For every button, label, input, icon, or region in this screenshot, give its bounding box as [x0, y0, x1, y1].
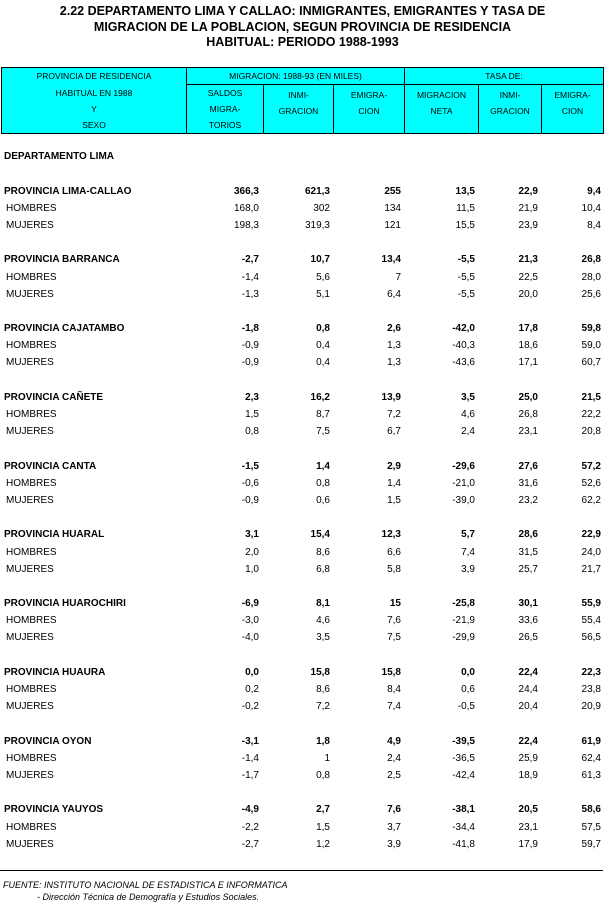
cell-col-4: -39,5	[452, 735, 475, 747]
cell-col-1: 198,3	[233, 219, 259, 231]
cell-col-2: 6,8	[316, 563, 330, 575]
cell-col-5: 22,9	[518, 185, 538, 197]
cell-col-5: 25,7	[518, 563, 538, 575]
cell-col-1: -1,8	[241, 323, 259, 335]
cell-col-4: -36,5	[452, 752, 475, 764]
cell-col-2: 3,5	[316, 632, 330, 644]
footer	[3, 879, 288, 903]
cell-col-2: 302	[313, 202, 330, 214]
title-line-3: HABITUAL: PERIODO 1988-1993	[206, 35, 399, 49]
hombres-row	[1, 200, 603, 217]
row-label: PROVINCIA YAUYOS	[4, 804, 104, 816]
cell-col-2: 8,6	[316, 684, 330, 695]
cell-col-4: -43,6	[452, 357, 475, 369]
province-row	[1, 251, 603, 268]
row-label: MUJERES	[6, 219, 54, 231]
header-prov-line-2: HABITUAL EN 1988	[55, 87, 133, 98]
cell-col-6: 22,3	[581, 666, 601, 678]
row-label: HOMBRES	[6, 546, 57, 558]
row-label: MUJERES	[6, 494, 54, 506]
header-saldos-l2: MIGRA-	[209, 104, 241, 114]
cell-col-4: 11,5	[456, 202, 475, 214]
cell-col-5: 17,1	[518, 357, 538, 369]
cell-col-5: 20,0	[518, 288, 538, 300]
mujeres-row	[1, 561, 603, 578]
cell-col-3: 6,4	[387, 288, 401, 300]
row-label: PROVINCIA CAJATAMBO	[4, 323, 125, 335]
cell-col-1: 2,0	[245, 546, 259, 558]
row-spacer	[1, 372, 603, 389]
cell-col-1: 2,3	[245, 391, 259, 403]
cell-col-5: 26,5	[518, 632, 538, 644]
header-tasa-emigracion-l1: EMIGRA-	[554, 90, 591, 100]
province-row	[1, 320, 603, 337]
header-inmigracion-l1: INMI-	[288, 90, 309, 100]
header-tasa-inmigracion-l1: INMI-	[499, 90, 521, 100]
cell-col-6: 23,8	[581, 684, 601, 695]
cell-col-6: 59,7	[581, 838, 601, 850]
cell-col-4: -42,4	[452, 769, 475, 781]
hombres-row	[1, 681, 603, 698]
header-tasa-emigracion	[542, 85, 604, 134]
row-label: HOMBRES	[6, 271, 57, 283]
cell-col-5: 17,9	[518, 838, 538, 850]
row-label: PROVINCIA HUAROCHIRI	[4, 598, 126, 610]
row-spacer	[1, 509, 603, 526]
cell-col-4: -39,0	[452, 494, 475, 506]
province-row	[1, 183, 603, 200]
cell-col-4: 2,4	[461, 426, 475, 438]
cell-col-1: -6,9	[241, 598, 259, 610]
cell-col-6: 56,5	[581, 632, 601, 644]
footer-source: FUENTE: INSTITUTO NACIONAL DE ESTADISTICA E INFORMATICA	[3, 880, 288, 890]
cell-col-5: 31,5	[518, 546, 538, 558]
row-spacer	[1, 784, 603, 801]
cell-col-2: 0,8	[316, 323, 330, 335]
cell-col-6: 25,6	[581, 288, 601, 300]
header-emigracion	[334, 85, 405, 134]
cell-col-5: 18,6	[518, 340, 538, 352]
cell-col-1: 168,0	[233, 202, 259, 214]
cell-col-1: -2,2	[241, 821, 259, 833]
header-emigracion-l2: CION	[358, 106, 380, 116]
header-emigracion-l1: EMIGRA-	[350, 90, 388, 100]
cell-col-4: -29,9	[452, 632, 475, 644]
province-row	[1, 733, 603, 750]
cell-col-4: -41,8	[452, 838, 475, 850]
row-label: PROVINCIA HUAURA	[4, 666, 106, 678]
mujeres-row	[1, 286, 603, 303]
row-label: PROVINCIA LIMA-CALLAO	[4, 185, 132, 197]
cell-col-5: 23,1	[518, 821, 538, 833]
cell-col-6: 21,5	[581, 391, 601, 403]
title-line-2: MIGRACION DE LA POBLACION, SEGUN PROVINCIA DE RESIDENCIA	[93, 19, 512, 34]
cell-col-6: 22,2	[581, 409, 601, 420]
cell-col-6: 62,2	[581, 494, 601, 506]
cell-col-6: 59,8	[581, 323, 601, 335]
cell-col-1: -0,9	[241, 340, 259, 352]
cell-col-3: 8,4	[387, 684, 401, 695]
row-label: MUJERES	[6, 769, 54, 781]
cell-col-6: 10,4	[581, 202, 601, 214]
table-header	[1, 67, 604, 134]
header-tasa-emigracion-l2: CION	[561, 106, 584, 116]
cell-col-2: 0,6	[316, 494, 330, 506]
cell-col-2: 621,3	[304, 185, 330, 197]
cell-col-1: -4,9	[241, 804, 259, 816]
cell-col-6: 61,9	[581, 735, 601, 747]
cell-col-6: 21,7	[581, 563, 601, 575]
hombres-row	[1, 750, 603, 767]
cell-col-3: 2,9	[387, 460, 401, 472]
header-saldos-l3: TORIOS	[208, 120, 242, 130]
cell-col-1: 0,2	[245, 684, 259, 695]
cell-col-4: -25,8	[452, 598, 475, 610]
cell-col-3: 7,6	[387, 804, 401, 816]
mujeres-row	[1, 354, 603, 371]
cell-col-4: 13,5	[455, 185, 475, 197]
header-inmigracion	[264, 85, 334, 134]
header-inmigracion-l2: GRACION	[278, 106, 319, 116]
header-prov-line-1: PROVINCIA DE RESIDENCIA	[2, 68, 187, 85]
cell-col-5: 20,4	[518, 701, 538, 713]
cell-col-1: -1,4	[241, 752, 259, 764]
cell-col-2: 15,8	[310, 666, 330, 678]
cell-col-3: 2,5	[387, 769, 401, 781]
row-label: HOMBRES	[6, 340, 57, 352]
cell-col-3: 5,8	[387, 563, 401, 575]
header-migracion-neta-l1: MIGRACION	[416, 90, 467, 100]
cell-col-6: 26,8	[581, 254, 601, 266]
cell-col-2: 4,6	[316, 615, 330, 627]
cell-col-3: 13,9	[381, 391, 401, 403]
cell-col-2: 5,6	[316, 271, 330, 283]
cell-col-1: -4,0	[241, 632, 259, 644]
header-saldos	[187, 85, 264, 134]
cell-col-1: -0,9	[241, 357, 259, 369]
cell-col-5: 30,1	[518, 598, 538, 610]
cell-col-2: 8,1	[316, 598, 330, 610]
mujeres-row	[1, 492, 603, 509]
mujeres-row	[1, 629, 603, 646]
header-group-migracion: MIGRACION: 1988-93 (EN MILES)	[187, 68, 405, 85]
header-prov-line-3: Y	[91, 103, 97, 114]
cell-col-2: 0,4	[316, 357, 330, 369]
cell-col-4: 4,6	[461, 409, 475, 420]
row-label: HOMBRES	[6, 615, 57, 627]
row-label: PROVINCIA CAÑETE	[4, 391, 104, 403]
row-label: HOMBRES	[6, 752, 57, 764]
cell-col-6: 55,4	[581, 615, 601, 627]
cell-col-3: 15,8	[381, 666, 401, 678]
cell-col-4: 7,4	[461, 546, 475, 558]
row-spacer	[1, 303, 603, 320]
hombres-row	[1, 612, 603, 629]
cell-col-1: 3,1	[245, 529, 259, 541]
cell-col-4: 3,9	[461, 563, 475, 575]
cell-col-4: 5,7	[461, 529, 475, 541]
province-row	[1, 664, 603, 681]
cell-col-1: -2,7	[241, 838, 259, 850]
cell-col-3: 255	[384, 185, 401, 197]
row-label: PROVINCIA CANTA	[4, 460, 97, 472]
row-label: MUJERES	[6, 426, 54, 438]
header-prov-line-4: SEXO	[82, 119, 106, 130]
row-label: HOMBRES	[6, 821, 57, 833]
header-tasa-inmigracion-l2: GRACION	[490, 106, 530, 116]
cell-col-1: 1,0	[245, 563, 259, 575]
cell-col-2: 5,1	[316, 288, 330, 300]
header-group-tasa: TASA DE:	[405, 68, 604, 85]
cell-col-3: 7,5	[387, 632, 401, 644]
province-row	[1, 389, 603, 406]
cell-col-3: 2,4	[387, 752, 401, 764]
row-label: HOMBRES	[6, 477, 57, 489]
hombres-row	[1, 406, 603, 423]
mujeres-row	[1, 698, 603, 715]
province-rows	[1, 183, 603, 853]
cell-col-2: 7,2	[316, 701, 330, 713]
cell-col-1: 1,5	[245, 409, 259, 420]
cell-col-4: -38,1	[452, 804, 475, 816]
cell-col-2: 8,6	[316, 546, 330, 558]
row-label: MUJERES	[6, 563, 54, 575]
row-label: MUJERES	[6, 701, 54, 713]
cell-col-5: 18,9	[518, 769, 538, 781]
title-line-1: 2.22 DEPARTAMENTO LIMA Y CALLAO: INMIGRANTES, EMIGRANTES Y TASA DE	[59, 4, 546, 18]
cell-col-5: 22,4	[518, 666, 538, 678]
row-label: MUJERES	[6, 357, 54, 369]
cell-col-3: 1,3	[387, 357, 401, 369]
cell-col-5: 20,5	[518, 804, 538, 816]
cell-col-2: 16,2	[310, 391, 330, 403]
header-saldos-l1: SALDOS	[207, 88, 243, 98]
header-prov-col	[2, 85, 187, 134]
row-label: MUJERES	[6, 632, 54, 644]
cell-col-3: 12,3	[381, 529, 401, 541]
cell-col-1: 0,0	[245, 666, 259, 678]
cell-col-4: -5,5	[457, 254, 475, 266]
cell-col-4: -5,5	[457, 288, 475, 300]
cell-col-2: 10,7	[310, 254, 330, 266]
cell-col-3: 7,4	[387, 701, 401, 713]
department-label: DEPARTAMENTO LIMA	[4, 151, 114, 163]
cell-col-2: 7,5	[316, 426, 330, 438]
cell-col-3: 3,7	[387, 821, 401, 833]
header-migracion-neta	[405, 85, 479, 134]
cell-col-4: 0,6	[461, 684, 475, 695]
row-label: PROVINCIA BARRANCA	[4, 254, 120, 266]
cell-col-1: 366,3	[233, 185, 259, 197]
row-spacer	[1, 234, 603, 251]
mujeres-row	[1, 217, 603, 234]
cell-col-4: -21,0	[452, 477, 475, 489]
cell-col-3: 7,6	[387, 615, 401, 627]
cell-col-6: 60,7	[581, 357, 601, 369]
hombres-row	[1, 819, 603, 836]
cell-col-5: 21,3	[518, 254, 538, 266]
cell-col-6: 58,6	[581, 804, 601, 816]
row-spacer	[1, 440, 603, 457]
row-label: HOMBRES	[6, 684, 57, 695]
mujeres-row	[1, 423, 603, 440]
province-row	[1, 595, 603, 612]
cell-col-3: 1,3	[387, 340, 401, 352]
cell-col-6: 24,0	[581, 546, 601, 558]
cell-col-1: -1,4	[241, 271, 259, 283]
cell-col-3: 6,6	[387, 546, 401, 558]
cell-col-4: -0,5	[457, 701, 475, 713]
cell-col-1: -3,0	[241, 615, 259, 627]
province-row	[1, 526, 603, 543]
cell-col-3: 3,9	[387, 838, 401, 850]
cell-col-2: 8,7	[316, 409, 330, 420]
cell-col-5: 23,1	[518, 426, 538, 438]
cell-col-5: 22,5	[518, 271, 538, 283]
row-label: PROVINCIA OYON	[4, 735, 92, 747]
cell-col-6: 52,6	[581, 477, 601, 489]
cell-col-2: 0,4	[316, 340, 330, 352]
department-row	[1, 148, 603, 165]
cell-col-2: 319,3	[304, 219, 330, 231]
hombres-row	[1, 475, 603, 492]
cell-col-1: -1,7	[241, 769, 259, 781]
cell-col-1: -1,3	[241, 288, 259, 300]
footer-source-detail: - Dirección Técnica de Demografía y Estudios Sociales.	[37, 892, 260, 902]
cell-col-6: 22,9	[581, 529, 601, 541]
hombres-row	[1, 337, 603, 354]
province-row	[1, 458, 603, 475]
cell-col-5: 25,0	[518, 391, 538, 403]
cell-col-6: 57,2	[581, 460, 601, 472]
cell-col-5: 21,9	[518, 202, 538, 214]
province-row	[1, 801, 603, 818]
cell-col-6: 8,4	[587, 219, 601, 231]
cell-col-5: 28,6	[518, 529, 538, 541]
cell-col-4: 0,0	[461, 666, 475, 678]
cell-col-5: 24,4	[518, 684, 538, 695]
cell-col-6: 28,0	[581, 271, 601, 283]
mujeres-row	[1, 767, 603, 784]
cell-col-2: 2,7	[316, 804, 330, 816]
cell-col-1: -3,1	[241, 735, 259, 747]
cell-col-4: 3,5	[461, 391, 475, 403]
cell-col-1: -2,7	[241, 254, 259, 266]
cell-col-5: 22,4	[518, 735, 538, 747]
cell-col-4: 15,5	[455, 219, 475, 231]
cell-col-6: 57,5	[581, 821, 601, 833]
cell-col-1: -1,5	[241, 460, 259, 472]
cell-col-6: 20,8	[581, 426, 601, 438]
cell-col-6: 59,0	[581, 340, 601, 352]
cell-col-3: 2,6	[387, 323, 401, 335]
hombres-row	[1, 544, 603, 561]
cell-col-3: 13,4	[381, 254, 401, 266]
cell-col-2: 1	[324, 752, 330, 764]
row-spacer	[1, 647, 603, 664]
cell-col-5: 23,9	[518, 219, 538, 231]
footer-divider	[0, 870, 603, 871]
hombres-row	[1, 269, 603, 286]
cell-col-1: -0,6	[241, 477, 259, 489]
cell-col-2: 15,4	[310, 529, 330, 541]
cell-col-4: -40,3	[452, 340, 475, 352]
cell-col-6: 55,9	[581, 598, 601, 610]
cell-col-3: 15	[389, 598, 401, 610]
cell-col-6: 62,4	[581, 752, 601, 764]
row-label: HOMBRES	[6, 409, 57, 420]
cell-col-1: 0,8	[245, 426, 259, 438]
table-body	[1, 131, 603, 853]
cell-col-6: 61,3	[581, 769, 601, 781]
row-spacer	[1, 715, 603, 732]
cell-col-3: 134	[384, 202, 401, 214]
cell-col-4: -29,6	[452, 460, 475, 472]
cell-col-4: -34,4	[452, 821, 475, 833]
cell-col-4: -21,9	[452, 615, 475, 627]
cell-col-2: 1,8	[316, 735, 330, 747]
cell-col-5: 25,9	[518, 752, 538, 764]
row-label: MUJERES	[6, 838, 54, 850]
cell-col-4: -5,5	[457, 271, 475, 283]
cell-col-5: 23,2	[518, 494, 538, 506]
cell-col-3: 4,9	[387, 735, 401, 747]
cell-col-3: 1,5	[387, 494, 401, 506]
cell-col-2: 1,2	[316, 838, 330, 850]
cell-col-3: 7,2	[387, 409, 401, 420]
cell-col-2: 0,8	[316, 477, 330, 489]
cell-col-3: 6,7	[387, 426, 401, 438]
cell-col-5: 26,8	[518, 409, 538, 420]
cell-col-3: 121	[384, 219, 401, 231]
page-title	[0, 4, 605, 51]
cell-col-3: 7	[395, 271, 401, 283]
mujeres-row	[1, 836, 603, 853]
cell-col-5: 17,8	[518, 323, 538, 335]
cell-col-3: 1,4	[387, 477, 401, 489]
cell-col-1: -0,9	[241, 494, 259, 506]
cell-col-5: 33,6	[518, 615, 538, 627]
cell-col-6: 9,4	[587, 185, 601, 197]
row-label: MUJERES	[6, 288, 54, 300]
header-migracion-neta-l2: NETA	[430, 106, 453, 116]
cell-col-2: 1,4	[316, 460, 330, 472]
cell-col-2: 1,5	[316, 821, 330, 833]
cell-col-5: 31,6	[518, 477, 538, 489]
row-label: PROVINCIA HUARAL	[4, 529, 105, 541]
cell-col-6: 20,9	[581, 701, 601, 713]
cell-col-2: 0,8	[316, 769, 330, 781]
cell-col-5: 27,6	[518, 460, 538, 472]
cell-col-1: -0,2	[241, 701, 259, 713]
row-label: HOMBRES	[6, 202, 57, 214]
header-tasa-inmigracion	[479, 85, 542, 134]
row-spacer	[1, 578, 603, 595]
cell-col-4: -42,0	[452, 323, 475, 335]
